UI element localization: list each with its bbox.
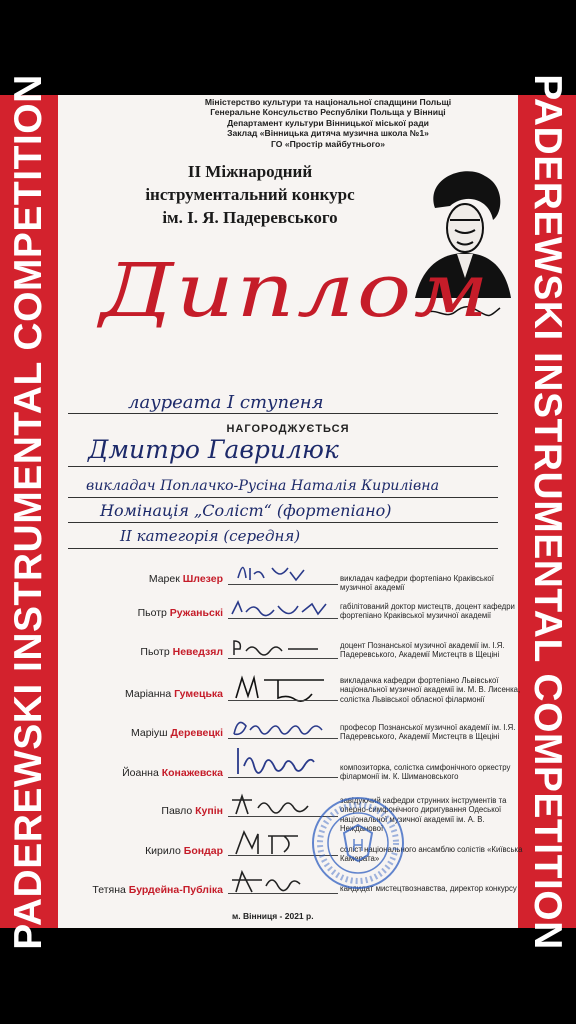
competition-line: ім. І. Я. Падеревського [162, 208, 338, 227]
jury-name: Пьотр Ружаньскі [137, 607, 223, 619]
signature-line [228, 738, 338, 739]
jury-signature [228, 742, 338, 778]
organizer-line: Генеральне Консульство Республіки Польща у Вінниці [210, 107, 446, 118]
jury-name: Пьотр Неведзял [140, 646, 223, 658]
signature-line [228, 893, 338, 894]
jury-name: Маріуш Деревецкі [131, 727, 223, 739]
jury-name: Марек Шлезер [148, 573, 223, 585]
signature-line [228, 700, 338, 701]
competition-line: інструментальний конкурс [145, 185, 355, 204]
teacher-field: викладач Поплачко-Русіна Наталія Кирилівна [86, 478, 440, 494]
place-date: м. Вінниця - 2021 р. [232, 911, 314, 921]
side-text-right: PADEREWSKI INSTRUMENTAL COMPETITION [526, 74, 569, 950]
jury-signature [228, 866, 308, 896]
jury-signature [228, 672, 338, 702]
signature-line [228, 584, 338, 585]
side-text-left: PADEREWSKI INSTRUMENTAL COMPETITION [7, 74, 50, 950]
organizer-line: Заклад «Вінницька дитяча музична школа №1» [227, 128, 429, 139]
signature-line [228, 777, 338, 778]
jury-signature [228, 637, 328, 659]
jury-description: завідуючий кафедри струнних інструментів та оперно-симфонічного диригування Одеської національної музичної академії ім. А. В. Нежданової [340, 796, 507, 834]
signature-line [228, 618, 338, 619]
organizer-line: Міністерство культури та національної спадщини Польщі [204, 97, 452, 107]
jury-name: Кирило Бондар [145, 845, 223, 857]
jury-description: габілітований доктор мистецтв, доцент кафедри фортепіано Краківської музичної академії [340, 602, 515, 621]
recipient-name: Дмитро Гаврилюк [88, 435, 339, 464]
field-line [68, 548, 498, 549]
jury-description: кандидат мистецтвознавства, директор конкурсу [340, 884, 517, 893]
jury-name: Маріанна Гумецька [125, 688, 223, 700]
jury-signature [228, 562, 318, 584]
nomination-field: Номінація „Соліст“ (фортепіано) [100, 501, 392, 520]
field-line [68, 522, 498, 523]
official-stamp [310, 795, 406, 891]
competition-title [120, 160, 380, 229]
laureate-field: лауреата І ступеня [128, 392, 324, 413]
organizer-line: ГО «Простір майбутнього» [271, 138, 385, 149]
jury-signature [228, 826, 318, 858]
signature-line [228, 658, 338, 659]
jury-signature [228, 714, 348, 740]
jury-description: професор Познанської музичної академії ім. І.Я. Падеревського, Академії Мистецтв в Щеціні [340, 723, 516, 742]
jury-description: викладач кафедри фортепіано Краківської музичної академії [340, 574, 494, 593]
awarded-label: НАГОРОДЖУЄТЬСЯ [226, 423, 350, 435]
organizer-line: Департамент культури Вінницької міської ради [227, 117, 429, 128]
jury-description: викладачка кафедри фортепіано Львівської національної музичної академії ім. М. В. Лисенка, солістка Львівської обласної філармонії [340, 676, 521, 704]
jury-description: доцент Познанської музичної академії ім. І.Я. Падеревського, Академії Мистецтв в Щеціні [340, 641, 505, 660]
jury-name: Павло Купін [161, 805, 223, 817]
jury-signature [228, 598, 338, 620]
field-line [68, 497, 498, 498]
jury-description: соліст національного ансамблю солістів «Київська Камерата» [340, 845, 523, 864]
organizers-header [110, 97, 546, 149]
field-line [68, 413, 498, 414]
jury-name: Тетяна Бурдейна-Публіка [92, 884, 223, 896]
competition-line: II Міжнародний [187, 162, 313, 181]
field-line [68, 466, 498, 467]
category-field: ІІ категорія (середня) [120, 527, 301, 545]
diploma-title: Диплом [100, 248, 492, 334]
jury-description: композиторка, солістка симфонічного оркестру філармонії ім. К. Шимановського [340, 763, 511, 782]
jury-name: Йоанна Конажевска [122, 767, 223, 779]
